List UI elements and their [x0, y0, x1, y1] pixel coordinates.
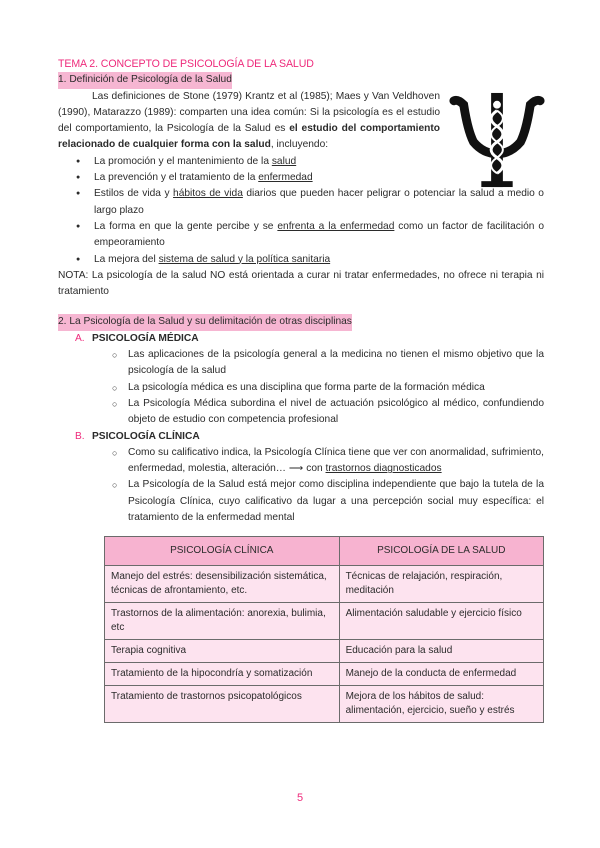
section-2-heading: 2. La Psicología de la Salud y su delimitación de otras disciplinas [58, 314, 352, 330]
table-cell: Manejo del estrés: desensibilización sistemática, técnicas de afrontamiento, etc. [105, 566, 340, 603]
section-1-heading: 1. Definición de Psicología de la Salud [58, 72, 232, 88]
table-row [105, 603, 544, 640]
table-row [105, 663, 544, 686]
table-row [105, 566, 544, 603]
table-header-row [105, 537, 544, 566]
subsection-a-heading: A. PSICOLOGÍA MÉDICA [58, 331, 544, 347]
table-row [105, 686, 544, 723]
subsection-a-list [58, 347, 544, 428]
table-header-cell: PSICOLOGÍA CLÍNICA [105, 537, 340, 566]
list-item: ○ Las aplicaciones de la psicología general a la medicina no tienen el mismo objetivo que la psicología de la salud [128, 347, 544, 380]
table-cell: Manejo de la conducta de enfermedad [339, 663, 543, 686]
subsection-b-heading: B. PSICOLOGÍA CLÍNICA [58, 429, 544, 445]
list-item: ○ La psicología médica es una disciplina que forma parte de la formación médica [128, 380, 544, 396]
list-item: ○ La Psicología de la Salud está mejor como disciplina independiente que bajo la tutela de la Psicología Clínica, cuyo calificativo da lugar a una percepción social muy específica: el tratamiento de la enfermedad mental [128, 477, 544, 526]
list-item: ○ La Psicología Médica subordina el nivel de actuación psicológico al médico, confundiendo objeto de estudio con competencia profesional [128, 396, 544, 429]
list-item: ● La prevención y el tratamiento de la enfermedad [94, 170, 544, 186]
bullet-list [58, 154, 544, 268]
table-cell: Alimentación saludable y ejercicio físico [339, 603, 543, 640]
document-page [58, 56, 544, 723]
table-cell: Tratamiento de trastornos psicopatológicos [105, 686, 340, 723]
table-cell: Trastornos de la alimentación: anorexia, bulimia, etc [105, 603, 340, 640]
subsection-letter: A. [75, 332, 85, 344]
table-row [105, 640, 544, 663]
page-number: 5 [296, 792, 304, 804]
list-item: ● La promoción y el mantenimiento de la salud [94, 154, 544, 170]
intro-paragraph: Las definiciones de Stone (1979) Krantz et al (1985); Maes y Van Veldhoven (1990), Matarazzo (1989): comparten una idea común: Si la psicología es el estudio del comportamiento, la Psicología de la Salud es el estudio del comportamiento relacionado de cualquier forma con la salud, incluyendo: [58, 90, 440, 151]
list-item: ○ Como su calificativo indica, la Psicología Clínica tiene que ver con anormalidad, sufrimiento, enfermedad, molestia, alteración… ⟶ con trastornos diagnosticados [128, 445, 544, 478]
list-item: ● La mejora del sistema de salud y la política sanitaria [94, 252, 544, 268]
list-item: ● La forma en que la gente percibe y se enfrenta a la enfermedad como un factor de facilitación o empeoramiento [94, 219, 544, 252]
note-paragraph: NOTA: La psicología de la salud NO está orientada a curar ni tratar enfermedades, no ofrece ni terapia ni tratamiento [58, 269, 544, 298]
table-cell: Mejora de los hábitos de salud: alimentación, ejercicio, sueño y estrés [339, 686, 543, 723]
list-item: ● Estilos de vida y hábitos de vida diarios que pueden hacer peligrar o potenciar la salud a medio o largo plazo [94, 186, 544, 219]
table-header-cell: PSICOLOGÍA DE LA SALUD [339, 537, 543, 566]
subsection-letter: B. [75, 430, 85, 442]
page-title: TEMA 2. CONCEPTO DE PSICOLOGÍA DE LA SALUD [58, 58, 314, 70]
table-cell: Tratamiento de la hipocondría y somatización [105, 663, 340, 686]
intro-block [58, 89, 544, 154]
comparison-table [104, 536, 544, 723]
table-cell: Técnicas de relajación, respiración, meditación [339, 566, 543, 603]
subsection-b-list [58, 445, 544, 526]
table-cell: Terapia cognitiva [105, 640, 340, 663]
table-cell: Educación para la salud [339, 640, 543, 663]
